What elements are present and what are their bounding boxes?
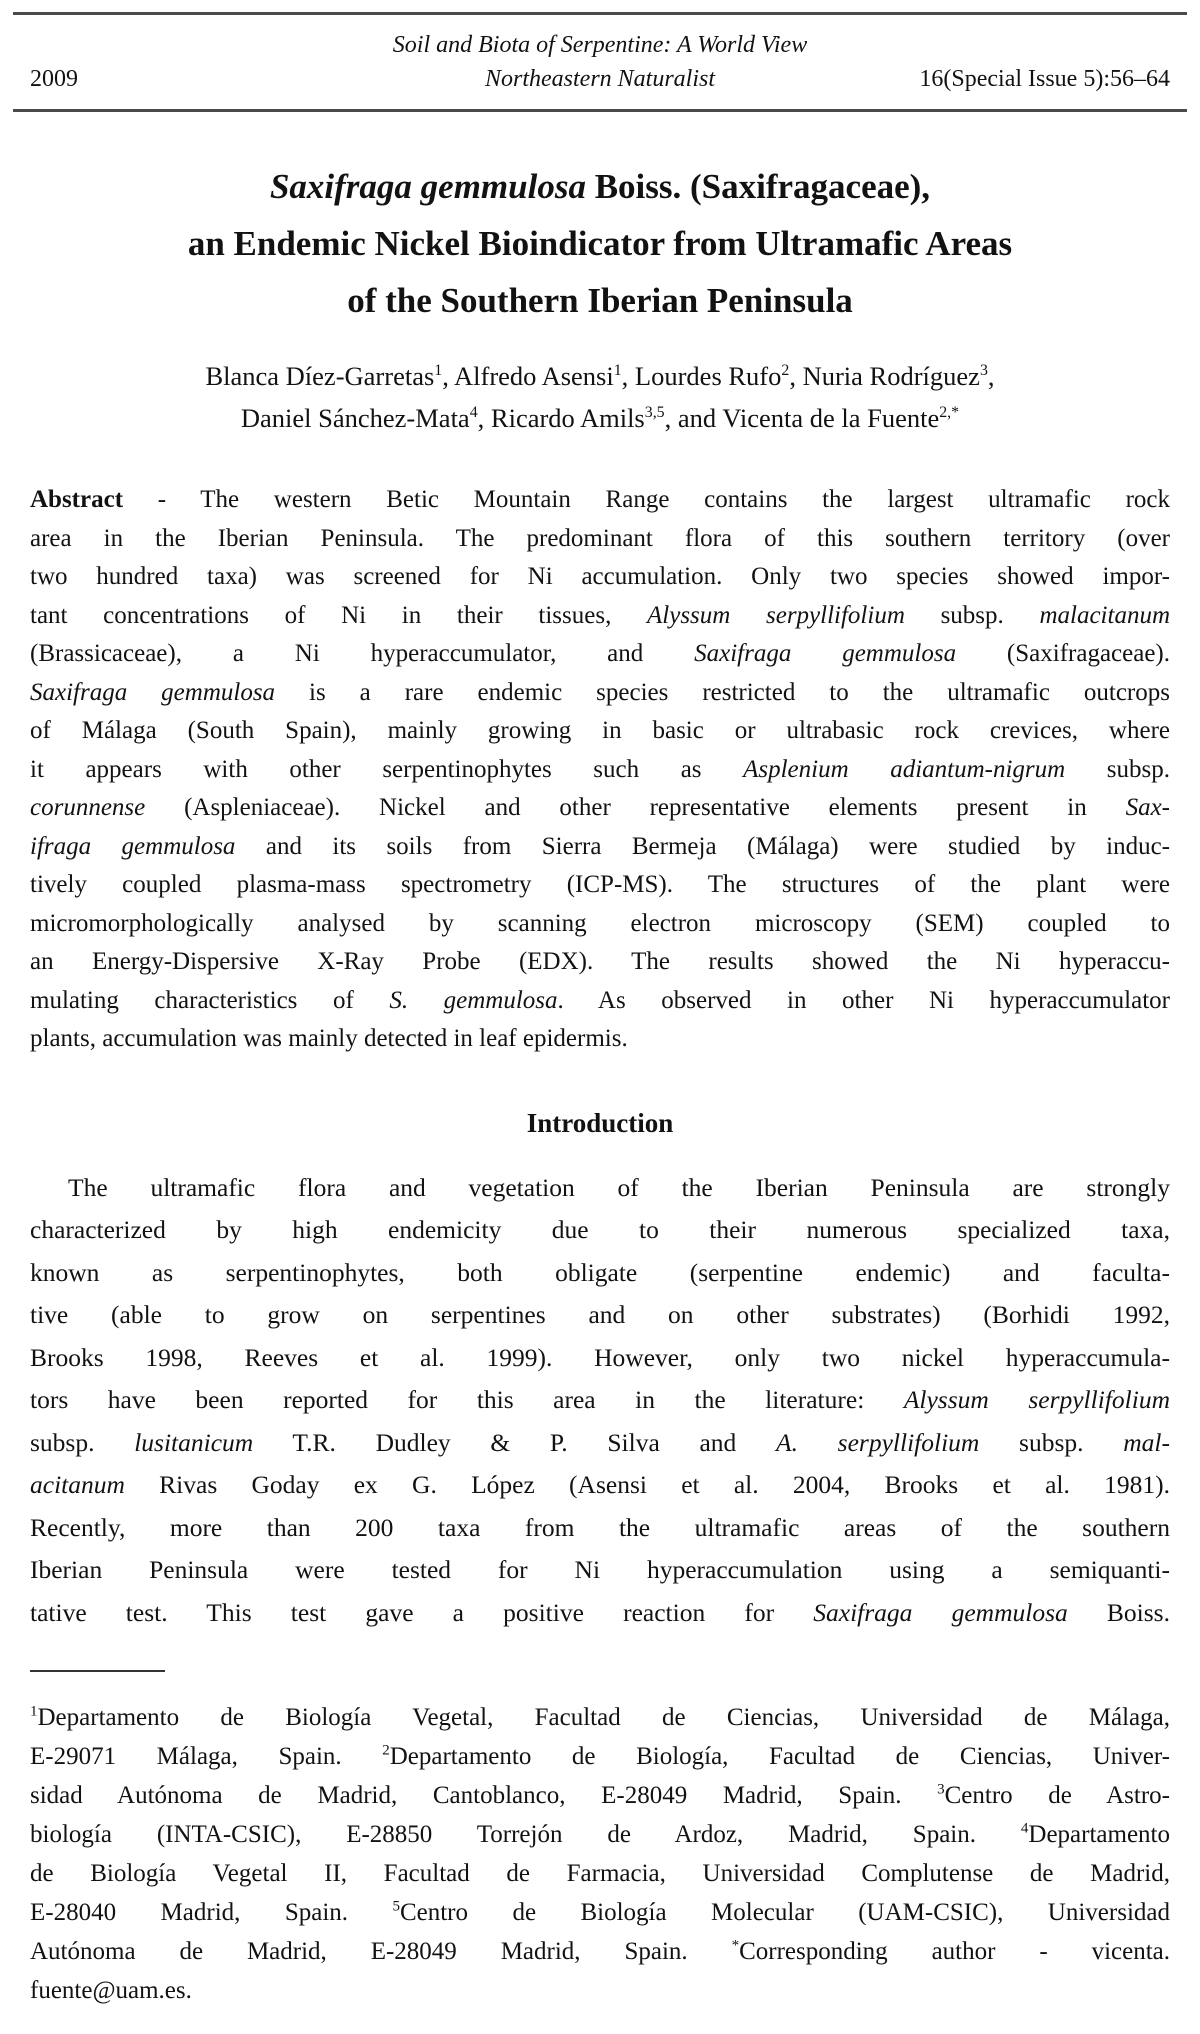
footnote-separator-rule [30, 1670, 165, 1672]
text-line: plants, accumulation was mainly detected in leaf epidermis. [30, 1025, 628, 1052]
text-line: an Endemic Nickel Bioindicator from Ultramafic Areas [187, 224, 1013, 263]
text-line: of the Southern Iberian Peninsula [347, 281, 853, 320]
text-line: Abstract - The western Betic Mountain Range contains the largest ultramafic rock [30, 486, 1170, 513]
text-line: corunnense (Aspleniaceae). Nickel and other representative elements present in Sax- [30, 794, 1170, 821]
publication-year: 2009 [30, 66, 78, 92]
text-line: it appears with other serpentinophytes such as Asplenium adiantum-nigrum subsp. [30, 755, 1170, 783]
text-line: (Brassicaceae), a Ni hyperaccumulator, and Saxifraga gemmulosa (Saxifragaceae). [30, 640, 1170, 667]
text-line: two hundred taxa) was screened for Ni accumulation. Only two species showed impor- [30, 563, 1170, 590]
header-bottom-rule [13, 109, 1187, 112]
text-line: fuente@uam.es. [30, 1977, 192, 2004]
introduction-paragraph [30, 1167, 1170, 1635]
author-list [30, 355, 1170, 439]
text-line: Brooks 1998, Reeves et al. 1999). However, only two nickel hyperaccumula- [30, 1342, 1170, 1372]
text-line: Recently, more than 200 taxa from the ultramafic areas of the southern [30, 1512, 1170, 1542]
abstract-paragraph [30, 481, 1170, 1059]
text-line: micromorphologically analysed by scanning electron microscopy (SEM) coupled to [30, 909, 1170, 937]
volume-citation: 16(Special Issue 5):56–64 [919, 66, 1170, 92]
text-line: tative test. This test gave a positive reaction for Saxifraga gemmulosa Boiss. [30, 1597, 1170, 1627]
text-line: sidad Autónoma de Madrid, Cantoblanco, E-28049 Madrid, Spain. $^3$Centro de Astro- [30, 1781, 1170, 1809]
text-line: Autónoma de Madrid, E-28049 Madrid, Spain. *Corresponding author - vicenta. [30, 1937, 1170, 1965]
journal-info-line [30, 62, 1170, 96]
text-line: mulating characteristics of S. gemmulosa. As observed in other Ni hyperaccumulator [30, 986, 1170, 1014]
text-line: Blanca Díez-Garretas$^1$, Alfredo Asensi$^1$, Lourdes Rufo$^2$, Nuria Rodríguez$^3$, [205, 361, 995, 391]
text-line: E-29071 Málaga, Spain. $^2$Departamento de Biología, Facultad de Ciencias, Univer- [30, 1742, 1170, 1770]
series-title: Soil and Biota of Serpentine: A World View [392, 32, 808, 58]
text-line: biología (INTA-CSIC), E-28850 Torrejón de Ardoz, Madrid, Spain. $^4$Departamento [30, 1820, 1170, 1848]
text-line: tant concentrations of Ni in their tissues, Alyssum serpyllifolium subsp. malacitanum [30, 601, 1170, 629]
journal-header [30, 28, 1170, 96]
affiliation-footnotes [30, 1698, 1170, 2010]
text-line: $^1$Departamento de Biología Vegetal, Facultad de Ciencias, Universidad de Málaga, [30, 1703, 1170, 1731]
text-line: subsp. lusitanicum T.R. Dudley & P. Silva and A. serpyllifolium subsp. mal- [30, 1427, 1170, 1457]
text-line: tive (able to grow on serpentines and on other substrates) (Borhidi 1992, [30, 1300, 1170, 1329]
text-line: Saxifraga gemmulosa is a rare endemic species restricted to the ultramafic outcrops [30, 678, 1170, 706]
article-title [30, 158, 1170, 329]
introduction-heading: Introduction [526, 1107, 674, 1138]
text-line: E-28040 Madrid, Spain. $^5$Centro de Biología Molecular (UAM-CSIC), Universidad [30, 1898, 1170, 1926]
text-line: of Málaga (South Spain), mainly growing in basic or ultrabasic rock crevices, where [30, 717, 1170, 744]
text-line: Iberian Peninsula were tested for Ni hyperaccumulation using a semiquanti- [30, 1555, 1170, 1584]
text-line: Daniel Sánchez-Mata$^4$, Ricardo Amils$^{3,5}$, and Vicenta de la Fuente$^{2,*}$ [240, 403, 960, 433]
journal-name: Northeastern Naturalist [484, 66, 716, 92]
text-line: Saxifraga gemmulosa Boiss. (Saxifragaceae), [269, 167, 931, 206]
header-top-rule [13, 12, 1187, 15]
text-line: The ultramafic flora and vegetation of the Iberian Peninsula are strongly [68, 1172, 1170, 1202]
text-line: ifraga gemmulosa and its soils from Sierra Bermeja (Málaga) were studied by induc- [30, 832, 1170, 860]
text-line: acitanum Rivas Goday ex G. López (Asensi et al. 2004, Brooks et al. 1981). [30, 1470, 1170, 1499]
text-line: de Biología Vegetal II, Facultad de Farmacia, Universidad Complutense de Madrid, [30, 1860, 1170, 1887]
text-line: tors have been reported for this area in the literature: Alyssum serpyllifolium [30, 1385, 1170, 1414]
text-line: characterized by high endemicity due to their numerous specialized taxa, [30, 1215, 1170, 1244]
text-line: known as serpentinophytes, both obligate (serpentine endemic) and faculta- [30, 1257, 1170, 1287]
series-title-line [30, 28, 1170, 62]
text-line: an Energy-Dispersive X-Ray Probe (EDX). The results showed the Ni hyperaccu- [30, 948, 1170, 975]
text-line: tively coupled plasma-mass spectrometry (ICP-MS). The structures of the plant were [30, 871, 1170, 898]
text-line: area in the Iberian Peninsula. The predominant flora of this southern territory (over [30, 524, 1170, 552]
